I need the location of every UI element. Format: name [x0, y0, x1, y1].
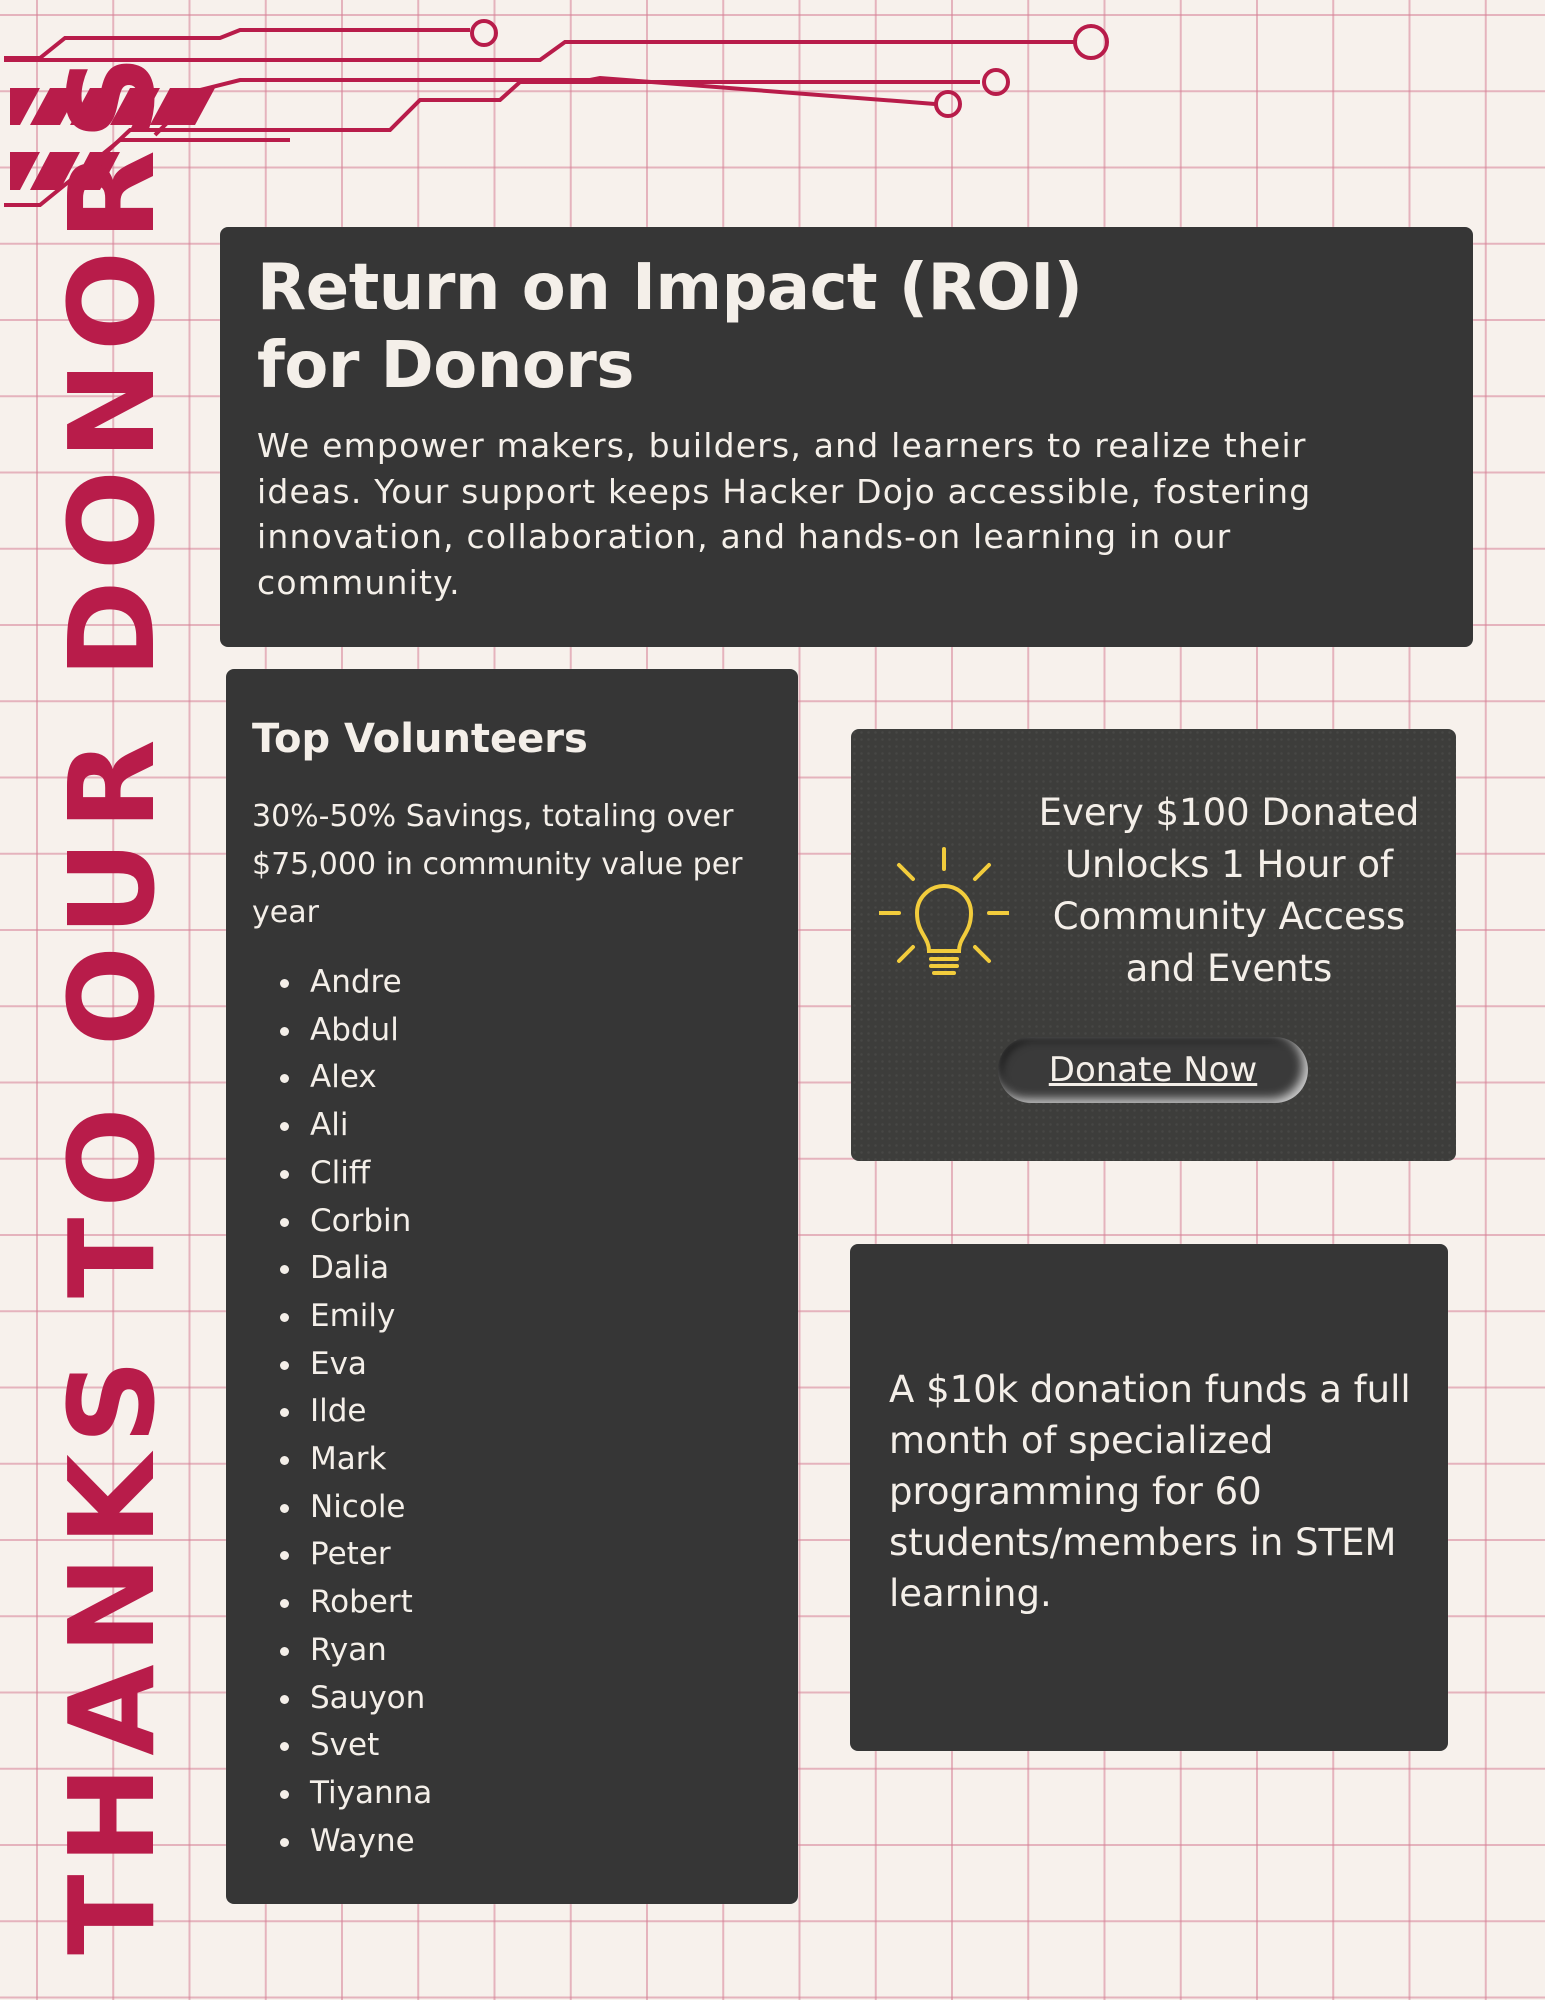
volunteers-panel: [226, 669, 798, 1904]
donate-message: Every $100 Donated Unlocks 1 Hour of Community Access and Events: [1038, 791, 1420, 990]
volunteers-title: Top Volunteers: [252, 716, 588, 762]
circuit-decoration: [0, 0, 1545, 220]
volunteer-name: Tiyanna: [280, 1770, 772, 1818]
volunteer-name: Corbin: [280, 1198, 772, 1246]
volunteer-name: Robert: [280, 1579, 772, 1627]
roi-title-line1: Return on Impact (ROI): [257, 251, 1083, 325]
volunteer-name: Alex: [280, 1054, 772, 1102]
volunteer-name: Emily: [280, 1293, 772, 1341]
roi-title: [257, 249, 1436, 405]
volunteer-name: Peter: [280, 1531, 772, 1579]
donate-now-button[interactable]: Donate Now: [998, 1037, 1308, 1103]
volunteer-name: Eva: [280, 1341, 772, 1389]
volunteer-name: Abdul: [280, 1007, 772, 1055]
donate-panel: [851, 729, 1456, 1161]
roi-description: We empower makers, builders, and learners to realize their ideas. Your support keeps Hacker Dojo accessible, fostering innovation, collaboration, and hands-on learning in our community.: [257, 426, 1312, 602]
volunteer-name: Svet: [280, 1722, 772, 1770]
volunteer-name: Nicole: [280, 1484, 772, 1532]
volunteer-name: Dalia: [280, 1245, 772, 1293]
volunteer-name: Mark: [280, 1436, 772, 1484]
volunteers-list: [252, 959, 772, 1865]
volunteer-name: Ali: [280, 1102, 772, 1150]
lightbulb-icon: [879, 847, 1009, 987]
volunteer-name: Andre: [280, 959, 772, 1007]
volunteer-name: Ryan: [280, 1627, 772, 1675]
volunteer-name: Ilde: [280, 1388, 772, 1436]
volunteers-subtitle: 30%-50% Savings, totaling over $75,000 in community value per year: [252, 799, 743, 930]
volunteer-name: Sauyon: [280, 1675, 772, 1723]
funding-panel: [850, 1244, 1448, 1751]
roi-title-line2: for Donors: [257, 329, 634, 403]
volunteer-name: Wayne: [280, 1818, 772, 1866]
volunteer-name: Cliff: [280, 1150, 772, 1198]
thanks-donors-banner: THANKS TO OUR DONORS: [43, 45, 181, 1955]
roi-panel: [220, 227, 1473, 647]
funding-message: A $10k donation funds a full month of specialized programming for 60 students/members in STEM learning.: [889, 1368, 1411, 1615]
